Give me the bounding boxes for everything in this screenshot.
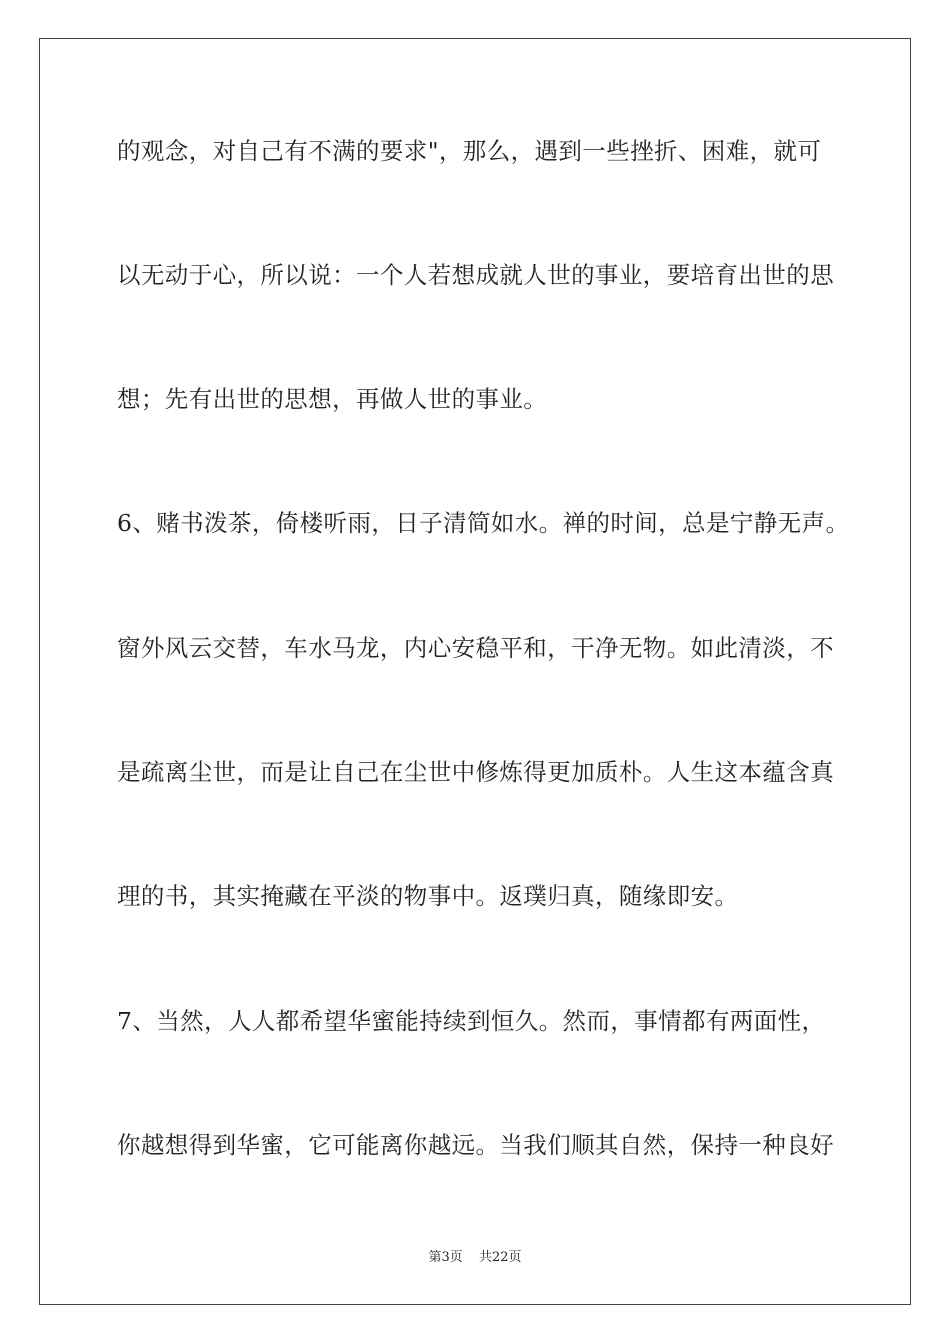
page-footer [0,1250,950,1266]
text-line-8: 7、当然，人人都希望华蜜能持续到恒久。然而，事情都有两面性， [117,1007,826,1035]
text-line-2: 以无动于心，所以说：一个人若想成就人世的事业，要培育出世的思 [117,261,834,289]
text-line-7: 理的书，其实掩藏在平淡的物事中。返璞归真，随缘即安。 [117,882,739,910]
page-number: 第3页 [428,1250,463,1265]
text-line-9: 你越想得到华蜜，它可能离你越远。当我们顺其自然，保持一种良好 [117,1131,834,1159]
text-line-4: 6、赌书泼茶，倚楼听雨，日子清简如水。禅的时间，总是宁静无声。 [117,509,850,537]
page-border [39,38,911,1305]
text-line-3: 想；先有出世的思想，再做人世的事业。 [117,385,548,413]
text-line-5: 窗外风云交替，车水马龙，内心安稳平和，干净无物。如此清淡，不 [117,634,834,662]
text-line-6: 是疏离尘世，而是让自己在尘世中修炼得更加质朴。人生这本蕴含真 [117,758,834,786]
page-total: 共22页 [478,1250,522,1265]
text-line-1: 的观念，对自己有不满的要求"，那么，遇到一些挫折、困难，就可 [117,137,822,165]
